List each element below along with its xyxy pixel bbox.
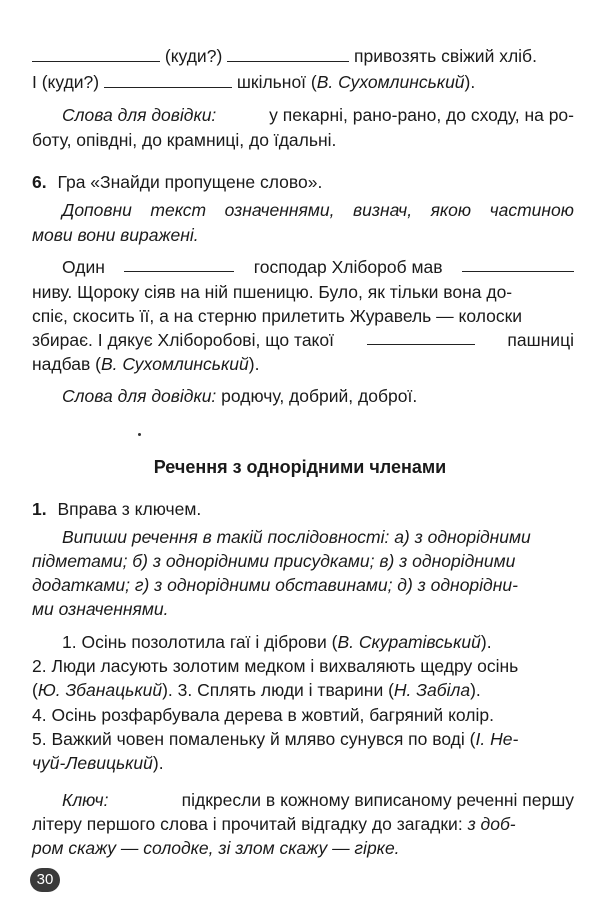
task-1-heading (32, 497, 574, 521)
task-6-instruction-2: мови вони виражені. (32, 225, 199, 245)
text: привозять свіжий хліб. (354, 46, 537, 66)
sentence-line-2: 2. Люди ласують золотим медком і вихваляють щедру осінь (32, 656, 519, 676)
key-line-2: літеру першого слова і прочитай відгадку до загадки: з доб- (32, 814, 516, 834)
fill-line-1 (32, 44, 574, 68)
task-6-text-3: спіє, скосить її, а на стерню прилетить Журавель — колоски (32, 306, 523, 326)
task-6-text-1: Один господар Хлібороб мав (62, 255, 574, 279)
task-6-heading (32, 170, 574, 194)
task-6-text-4: збирає. І дякує Хліборобові, що такої пашниці (32, 330, 574, 350)
fill-line-2: І (куди?) шкільної (В. Сухомлинський). (32, 72, 476, 92)
task-title: Вправа з ключем. (57, 499, 202, 519)
task-1-instruction-1: Випиши речення в такій послідовності: а) з однорідними (62, 527, 531, 547)
help-line-1 (62, 103, 574, 127)
key-line-1: Ключ: підкресли в кожному виписаному реченні першу (62, 790, 574, 810)
task-1-instruction-3: додатками; г) з однорідними обставинами; д) з однорідни- (32, 575, 518, 595)
sentence-line-3: (Ю. Збанацький). 3. Сплять люди і тварини (Н. Забіла). (32, 680, 481, 700)
help-text: у пекарні, рано-рано, до сходу, на ро- (269, 105, 574, 125)
page-number: 30 (30, 868, 60, 892)
author: В. Сухомлинський (316, 72, 465, 92)
section-title: Речення з однорідними членами (153, 457, 447, 477)
blank (367, 328, 475, 345)
help-label: Слова для довідки: (62, 105, 217, 125)
task-6-text-2: ниву. Щороку сіяв на ній пшеницю. Було, як тільки вона до- (32, 282, 513, 302)
sentence-line-1: 1. Осінь позолотила гаї і діброви (В. Скуратівський). (62, 632, 492, 652)
task-1-instruction-2: підметами; б) з однорідними присудками; в) з однорідними (32, 551, 516, 571)
key-label: Ключ: (62, 790, 109, 810)
sentence-line-6: чуй-Левицький). (32, 753, 164, 773)
task-number: 6. (32, 172, 47, 192)
question: (куди?) (164, 46, 223, 66)
author: І. Не- (475, 729, 519, 749)
blank (124, 255, 234, 272)
stray-dot (138, 433, 141, 436)
sentence-line-4: 4. Осінь розфарбувала дерева в жовтий, багряний колір. (32, 705, 494, 725)
blank (462, 255, 574, 272)
task-6-help (62, 384, 574, 408)
help-label: Слова для довідки: (62, 386, 217, 406)
blank (227, 45, 349, 62)
task-6-text-5: надбав (В. Сухомлинський). (32, 354, 260, 374)
task-title: Гра «Знайди пропущене слово». (57, 172, 323, 192)
author: В. Сухомлинський (100, 354, 249, 374)
author: Н. Забіла (393, 680, 471, 700)
author: чуй-Левицький (32, 753, 153, 773)
task-1-instruction-4: ми означеннями. (32, 599, 169, 619)
blank (104, 71, 232, 88)
sentence-line-5: 5. Важкий човен помаленьку й мляво сунувся по воді (І. Не- (32, 729, 519, 749)
question: І (куди?) (32, 72, 100, 92)
blank (32, 45, 160, 62)
help-text: родючу, добрий, доброї. (221, 386, 418, 406)
task-6-instruction-1: Доповни текст означеннями, визнач, якою частиною (62, 200, 574, 220)
author: Ю. Збанацький (37, 680, 163, 700)
help-line-2: боту, опівдні, до крамниці, до їдальні. (32, 130, 337, 150)
text: шкільної ( (236, 72, 317, 92)
author: В. Скуратівський (337, 632, 481, 652)
key-line-3: ром скажу — солодке, зі злом скажу — гірке. (32, 838, 400, 858)
task-number: 1. (32, 499, 47, 519)
